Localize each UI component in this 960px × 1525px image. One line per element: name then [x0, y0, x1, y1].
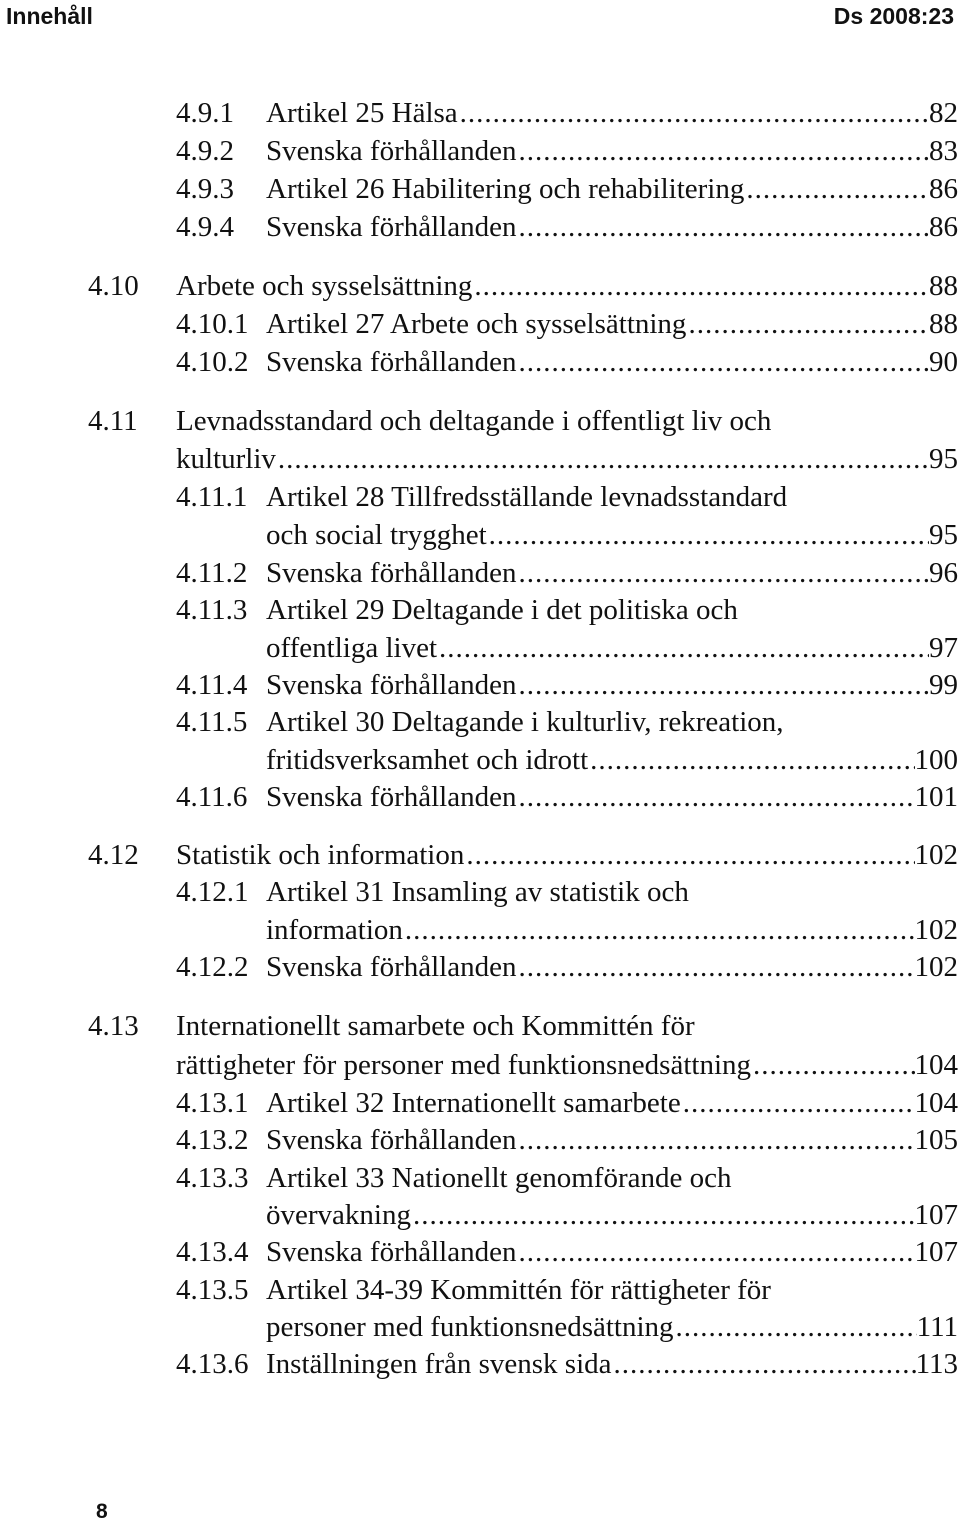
- dot-leader: [588, 741, 914, 779]
- toc-entry[interactable]: [176, 1159, 958, 1197]
- dot-leader: [516, 1121, 914, 1159]
- toc-entry-page: 99: [929, 669, 958, 701]
- toc-entry-number: 4.11.5: [176, 706, 248, 738]
- toc-entry-number: 4.10.1: [176, 308, 249, 340]
- toc-entry-number: 4.13.2: [176, 1124, 249, 1156]
- toc-entry-number: 4.13.5: [176, 1274, 249, 1306]
- toc-entry[interactable]: [176, 948, 958, 986]
- toc-entry[interactable]: [88, 836, 958, 874]
- dot-leader: [437, 629, 929, 667]
- toc-entry-continuation[interactable]: [176, 741, 958, 779]
- toc-entry[interactable]: [176, 1121, 958, 1159]
- dot-leader: [464, 836, 914, 874]
- toc-entry-page: 113: [915, 1348, 958, 1380]
- toc-entry[interactable]: [176, 873, 958, 911]
- toc-entry[interactable]: [176, 554, 958, 592]
- toc-entry[interactable]: [176, 591, 958, 629]
- dot-leader: [516, 778, 914, 816]
- toc-entry[interactable]: [176, 1084, 958, 1122]
- toc-entry[interactable]: [176, 778, 958, 816]
- dot-leader: [403, 911, 915, 949]
- toc-entry[interactable]: [176, 703, 958, 741]
- dot-leader: [411, 1196, 915, 1234]
- dot-leader: [516, 208, 929, 246]
- toc-entry-number: 4.13.3: [176, 1162, 249, 1194]
- toc-entry-number: 4.12.1: [176, 876, 249, 908]
- toc-entry-page: 88: [929, 308, 958, 340]
- toc-entry-number: 4.11: [88, 405, 138, 437]
- toc-entry-title-continued: offentliga livet: [266, 632, 437, 664]
- toc-entry-title-continued: fritidsverksamhet och idrott: [266, 744, 589, 776]
- toc-entry-number: 4.9.2: [176, 135, 234, 167]
- toc-entry-page: 82: [929, 97, 958, 129]
- toc-entry-title: Svenska förhållanden: [266, 781, 517, 813]
- toc-entry-number: 4.13: [88, 1010, 139, 1042]
- toc-entry-continuation[interactable]: [176, 629, 958, 667]
- toc-entry-title: Artikel 33 Nationellt genomförande och: [266, 1162, 732, 1194]
- toc-entry-title: Levnadsstandard och deltagande i offentligt liv och: [176, 405, 772, 437]
- toc-entry-number: 4.11.2: [176, 557, 248, 589]
- toc-entry-title-continued: övervakning: [266, 1199, 411, 1231]
- toc-entry-number: 4.9.3: [176, 173, 234, 205]
- dot-leader: [681, 1084, 915, 1122]
- toc-entry-title: Inställningen från svensk sida: [266, 1348, 612, 1380]
- toc-entry-title: Artikel 31 Insamling av statistik och: [266, 876, 689, 908]
- dot-leader: [516, 666, 929, 704]
- toc-entry[interactable]: [176, 343, 958, 381]
- dot-leader: [516, 343, 929, 381]
- toc-entry-title: Svenska förhållanden: [266, 346, 517, 378]
- toc-entry[interactable]: [88, 267, 958, 305]
- toc-entry-page: 105: [914, 1124, 958, 1156]
- toc-entry-title: Svenska förhållanden: [266, 211, 517, 243]
- toc-entry-page: 107: [914, 1199, 958, 1231]
- toc-entry[interactable]: [88, 402, 958, 440]
- toc-entry-page: 97: [929, 632, 958, 664]
- dot-leader: [686, 305, 929, 343]
- toc-entry-page: 90: [929, 346, 958, 378]
- toc-entry-title: Artikel 30 Deltagande i kulturliv, rekreation,: [266, 706, 784, 738]
- toc-entry-title-continued: rättigheter för personer med funktionsnedsättning: [176, 1049, 752, 1081]
- toc-entry-number: 4.13.1: [176, 1087, 249, 1119]
- running-header-document-id: Ds 2008:23: [833, 3, 954, 29]
- toc-entry[interactable]: [176, 94, 958, 132]
- toc-entry-title: Internationellt samarbete och Kommittén för: [176, 1010, 695, 1042]
- toc-entry[interactable]: [176, 170, 958, 208]
- dot-leader: [472, 267, 929, 305]
- dot-leader: [276, 440, 929, 478]
- toc-entry-number: 4.12: [88, 839, 139, 871]
- toc-entry-page: 100: [914, 744, 958, 776]
- dot-leader: [458, 94, 929, 132]
- toc-entry-number: 4.11.3: [176, 594, 248, 626]
- toc-entry-page: 83: [929, 135, 958, 167]
- toc-entry[interactable]: [88, 1007, 958, 1045]
- toc-entry-continuation[interactable]: [176, 911, 958, 949]
- dot-leader: [516, 554, 929, 592]
- toc-entry-number: 4.9.1: [176, 97, 234, 129]
- toc-entry-page: 96: [929, 557, 958, 589]
- toc-entry-number: 4.13.6: [176, 1348, 249, 1380]
- toc-entry-title: Svenska förhållanden: [266, 1236, 517, 1268]
- toc-entry-page: 104: [914, 1049, 958, 1081]
- toc-entry-title: Artikel 32 Internationellt samarbete: [266, 1087, 681, 1119]
- toc-entry[interactable]: [176, 132, 958, 170]
- toc-entry-page: 111: [916, 1311, 958, 1343]
- toc-entry-page: 86: [929, 211, 958, 243]
- toc-entry-title: Artikel 26 Habilitering och rehabilitering: [266, 173, 745, 205]
- toc-entry-title: Artikel 27 Arbete och sysselsättning: [266, 308, 687, 340]
- toc-entry-number: 4.11.4: [176, 669, 248, 701]
- dot-leader: [612, 1345, 916, 1383]
- toc-entry-title: Svenska förhållanden: [266, 669, 517, 701]
- toc-entry-title-continued: kulturliv: [176, 443, 276, 475]
- toc-entry-title: Svenska förhållanden: [266, 135, 517, 167]
- toc-entry-number: 4.10.2: [176, 346, 249, 378]
- toc-entry[interactable]: [176, 1233, 958, 1271]
- toc-entry-page: 102: [914, 914, 958, 946]
- page-number: 8: [96, 1500, 108, 1523]
- dot-leader: [674, 1308, 917, 1346]
- toc-entry-page: 88: [929, 270, 958, 302]
- toc-entry-page: 104: [914, 1087, 958, 1119]
- toc-entry-page: 95: [929, 519, 958, 551]
- toc-entry-number: 4.12.2: [176, 951, 249, 983]
- toc-entry-continuation[interactable]: [88, 1046, 958, 1084]
- toc-entry-page: 95: [929, 443, 958, 475]
- toc-entry-number: 4.11.6: [176, 781, 248, 813]
- dot-leader: [751, 1046, 914, 1084]
- toc-entry-page: 86: [929, 173, 958, 205]
- toc-entry-title: Svenska förhållanden: [266, 557, 517, 589]
- toc-entry-title: Svenska förhållanden: [266, 1124, 517, 1156]
- toc-entry[interactable]: [176, 208, 958, 246]
- toc-entry-title-continued: information: [266, 914, 403, 946]
- toc-entry-title: Arbete och sysselsättning: [176, 270, 473, 302]
- toc-entry-title-continued: personer med funktionsnedsättning: [266, 1311, 674, 1343]
- toc-entry-number: 4.9.4: [176, 211, 234, 243]
- toc-entry-title: Svenska förhållanden: [266, 951, 517, 983]
- toc-entry-title: Statistik och information: [176, 839, 465, 871]
- toc-entry-title: Artikel 34-39 Kommittén för rättigheter för: [266, 1274, 771, 1306]
- toc-entry-continuation[interactable]: [176, 1196, 958, 1234]
- dot-leader: [487, 516, 929, 554]
- toc-entry-title: Artikel 28 Tillfredsställande levnadsstandard: [266, 481, 788, 513]
- running-header-section: Innehåll: [6, 3, 93, 29]
- dot-leader: [516, 948, 914, 986]
- toc-entry-page: 101: [914, 781, 958, 813]
- toc-entry-page: 102: [914, 839, 958, 871]
- toc-entry-continuation[interactable]: [176, 1308, 958, 1346]
- toc-entry-number: 4.13.4: [176, 1236, 249, 1268]
- toc-entry[interactable]: [176, 666, 958, 704]
- toc-entry[interactable]: [176, 1271, 958, 1309]
- toc-entry[interactable]: [176, 478, 958, 516]
- dot-leader: [516, 1233, 914, 1271]
- toc-entry-title-continued: och social trygghet: [266, 519, 487, 551]
- toc-entry-page: 102: [914, 951, 958, 983]
- toc-entry-continuation[interactable]: [176, 516, 958, 554]
- toc-entry[interactable]: [176, 1345, 958, 1383]
- toc-entry-page: 107: [914, 1236, 958, 1268]
- toc-entry-title: Artikel 25 Hälsa: [266, 97, 458, 129]
- toc-entry-number: 4.11.1: [176, 481, 248, 513]
- toc-entry-number: 4.10: [88, 270, 139, 302]
- toc-entry-continuation[interactable]: [88, 440, 958, 478]
- dot-leader: [744, 170, 929, 208]
- toc-entry[interactable]: [176, 305, 958, 343]
- dot-leader: [516, 132, 929, 170]
- toc-entry-title: Artikel 29 Deltagande i det politiska och: [266, 594, 738, 626]
